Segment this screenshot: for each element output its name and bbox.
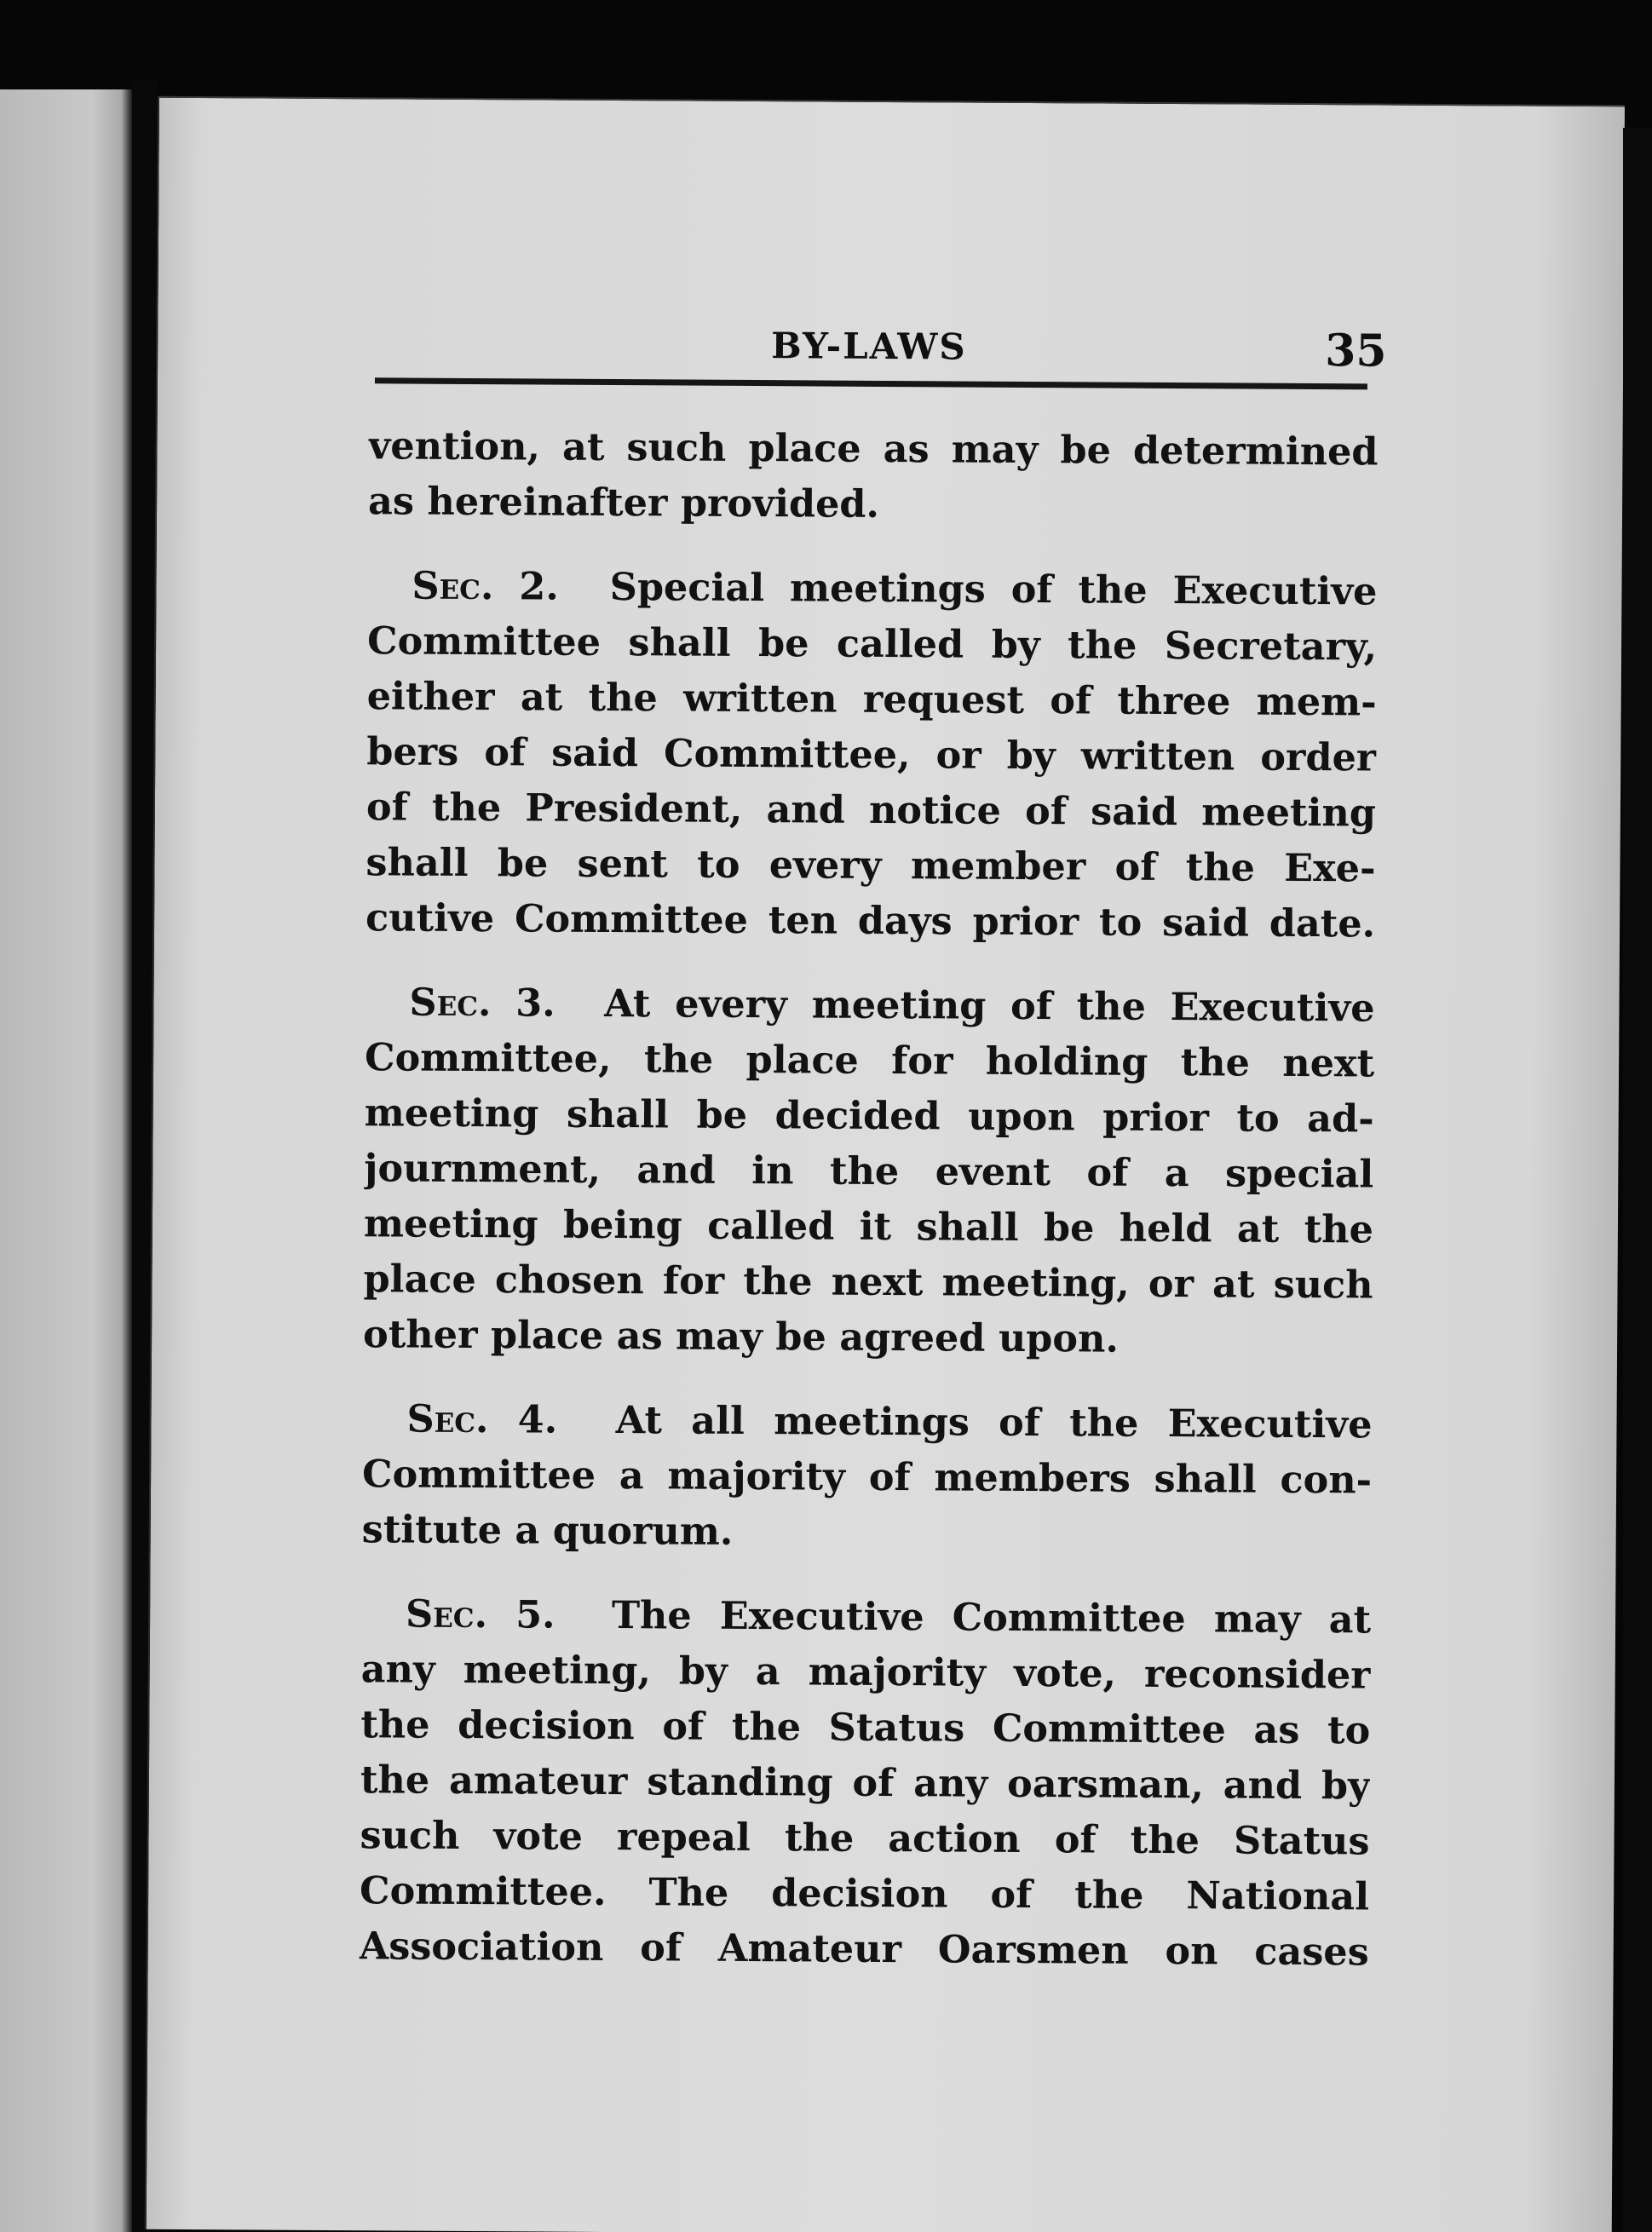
text-line: meeting shall be decided upon prior to ad-	[364, 1090, 1374, 1142]
text-line: either at the written request of three mem-	[366, 674, 1377, 725]
book-page	[145, 96, 1625, 2232]
paragraph-sec-5	[360, 1586, 1372, 1980]
text-line: Association of Amateur Oarsmen on cases	[359, 1924, 1369, 1975]
text-line	[367, 558, 1377, 619]
text-line: journment, and in the event of a special	[364, 1146, 1374, 1197]
text-line	[361, 1586, 1371, 1648]
text-line-content: The Executive Committee may at	[611, 1593, 1372, 1642]
text-line: bers of said Committee, or by written order	[366, 729, 1377, 780]
text-line	[365, 975, 1374, 1036]
section-label: Sec. 3.	[409, 980, 555, 1026]
section-label: Sec. 5.	[405, 1591, 555, 1637]
section-label: Sec. 4.	[406, 1396, 558, 1442]
text-line: other place as may be agreed upon.	[362, 1312, 1120, 1361]
section-label: Sec. 2.	[412, 563, 560, 609]
text-line: of the President, and notice of said meeting	[366, 785, 1377, 836]
facing-page-edge	[0, 89, 132, 2232]
text-line-content: At all meetings of the Executive	[615, 1398, 1373, 1447]
paragraph-sec-4	[362, 1391, 1373, 1563]
text-line: place chosen for the next meeting, or at such	[363, 1257, 1373, 1308]
text-line: any meeting, by a majority vote, reconsider	[360, 1647, 1371, 1698]
paragraph-continuation	[368, 418, 1379, 535]
text-line: Committee. The decision of the National	[359, 1868, 1370, 1919]
page-shadow-edge	[1623, 128, 1652, 2232]
text-line: Committee shall be called by the Secretary,	[366, 618, 1378, 670]
text-line: such vote repeal the action of the Status	[360, 1813, 1370, 1864]
running-head: BY-LAWS	[771, 325, 967, 368]
text-line: stitute a quorum.	[361, 1507, 734, 1554]
text-line-content: Special meetings of the Executive	[609, 564, 1378, 614]
text-line: the decision of the Status Committee as to	[360, 1702, 1371, 1753]
page-header	[158, 321, 1624, 407]
text-line	[362, 1391, 1372, 1453]
text-line: Committee, the place for holding the next	[364, 1035, 1375, 1086]
text-line: vention, at such place as may be determined	[368, 423, 1379, 475]
page-number: 35	[1325, 325, 1387, 377]
text-line: shall be sent to every member of the Exe-	[366, 840, 1376, 891]
text-line: the amateur standing of any oarsman, and by	[360, 1757, 1371, 1809]
text-line: Committee a majority of members shall con-	[361, 1452, 1373, 1503]
paragraph-sec-3	[363, 975, 1375, 1368]
text-line-content: At every meeting of the Executive	[604, 981, 1375, 1031]
text-line: meeting being called it shall be held at the	[363, 1201, 1374, 1252]
paragraph-sec-2	[366, 558, 1378, 952]
text-line: cutive Committee ten days prior to said date.	[365, 895, 1376, 946]
text-line: as hereinafter provided.	[367, 479, 880, 526]
body-text	[360, 418, 1379, 1980]
